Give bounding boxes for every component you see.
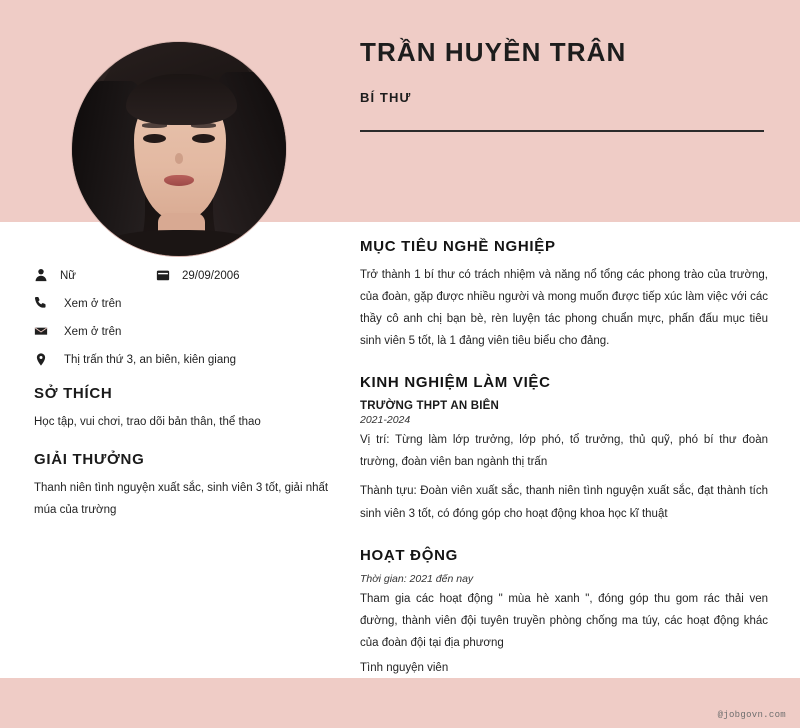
footer-band — [0, 678, 800, 728]
experience-dates: 2021-2024 — [360, 414, 411, 427]
candidate-role: BÍ THƯ — [360, 89, 412, 105]
eyebrow-right — [191, 123, 217, 128]
objective-text: Trở thành 1 bí thư có trách nhiệm và năng nổ tổng các phong trào của trường, của đoàn, gặp được nhiều người và mong muốn được tiếp xúc làm việc với các thầy cô anh chị bạn bè, rèn luyện tác phong chuẩn mực, phấn đấu mục tiêu sinh viên 5 tốt, là 1 đảng viên tiêu biểu cho đảng. — [360, 269, 768, 348]
experience-line-position: Vị trí: Từng làm lớp trưởng, lớp phó, tổ trưởng, thủ quỹ, phó bí thư đoàn trường, đoàn viên ban ngành thị trấn — [360, 434, 768, 469]
experience-item — [360, 400, 768, 524]
activities-dates: Thời gian: 2021 đến nay — [360, 572, 474, 585]
calendar-icon — [156, 268, 170, 283]
section-title-interests: SỞ THÍCH — [34, 385, 113, 402]
activities-line-2: Tình nguyện viên — [360, 661, 449, 674]
footer-credit: @jobgovn.com — [717, 710, 786, 720]
contact-email-value: Xem ở trên — [64, 325, 122, 338]
contact-row-phone — [34, 296, 334, 311]
contact-gender-value: Nữ — [60, 269, 77, 282]
section-title-experience: KINH NGHIỆM LÀM VIỆC — [360, 374, 551, 392]
section-title-objective: MỤC TIÊU NGHỀ NGHIỆP — [360, 238, 556, 255]
interests-text: Học tập, vui chơi, trao dõi bản thân, thể thao — [34, 416, 261, 428]
left-column — [34, 268, 334, 521]
experience-organization: TRƯỜNG THPT AN BIÊN — [360, 400, 499, 413]
person-icon — [34, 268, 48, 283]
phone-icon — [34, 296, 48, 311]
envelope-icon — [34, 324, 48, 339]
header-divider — [360, 130, 764, 132]
shoulders — [102, 230, 260, 257]
bangs-shape — [126, 74, 237, 125]
activities-line-1: Tham gia các hoạt động " mùa hè xanh ", đóng góp thu gom rác thải ven đường, thành viên đội tuyên truyền phòng chống ma túy, các hoạt động khác của đoàn đội tại địa phương — [360, 592, 768, 649]
contact-row-gender-dob — [34, 268, 334, 283]
eyebrow-left — [142, 123, 168, 128]
contact-row-address — [34, 352, 334, 367]
experience-line-achievements: Thành tựu: Đoàn viên xuất sắc, thanh niên tình nguyện xuất sắc, đạt thành tích sinh viên 3 tốt, có đóng góp cho hoạt động khoa học kĩ thuật — [360, 485, 768, 520]
candidate-name: TRẦN HUYỀN TRÂN — [360, 37, 627, 67]
awards-text: Thanh niên tình nguyện xuất sắc, sinh viên 3 tốt, giải nhất múa của trường — [34, 482, 329, 516]
contact-address-value: Thị trấn thứ 3, an biên, kiên giang — [64, 353, 237, 366]
contact-dob-value: 29/09/2006 — [182, 269, 240, 282]
avatar — [71, 41, 287, 257]
nose — [175, 153, 184, 164]
section-title-awards: GIẢI THƯỞNG — [34, 451, 145, 469]
location-pin-icon — [34, 352, 48, 367]
avatar-portrait-illustration — [72, 42, 286, 256]
section-title-activities: HOẠT ĐỘNG — [360, 546, 458, 564]
contact-row-email — [34, 324, 334, 339]
contact-phone-value: Xem ở trên — [64, 297, 122, 310]
name-block — [360, 38, 768, 105]
right-column — [360, 238, 768, 704]
